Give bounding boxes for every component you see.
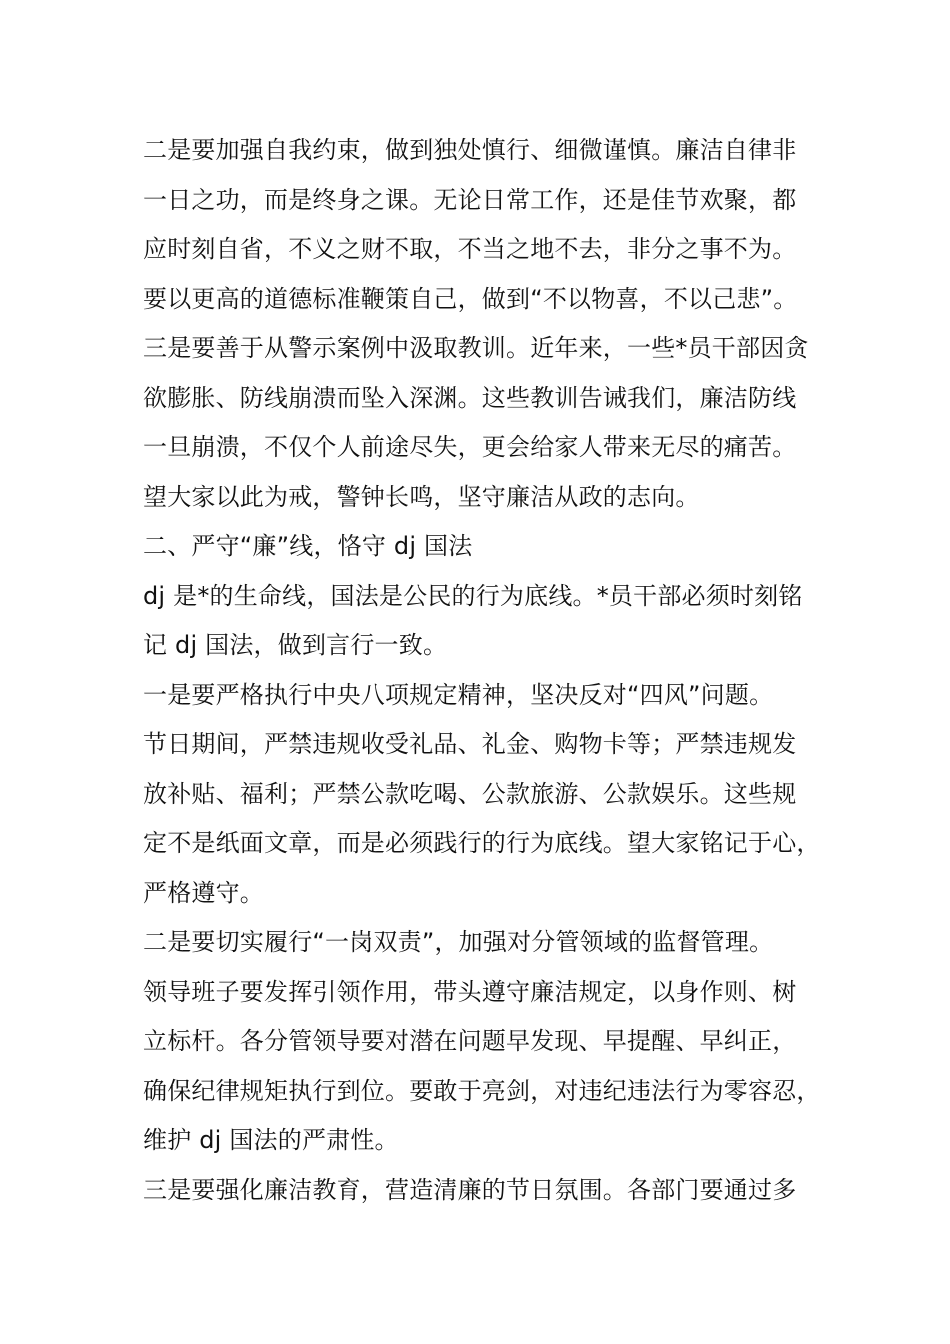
text-line: dj 是*的生命线，国法是公民的行为底线。*员干部必须时刻铭 — [143, 581, 803, 610]
text-line: 欲膨胀、防线崩溃而坠入深渊。这些教训告诫我们，廉洁防线 — [143, 383, 797, 412]
text-line: 严格遵守。 — [143, 878, 264, 907]
text-line: 确保纪律规矩执行到位。要敢于亮剑，对违纪违法行为零容忍， — [143, 1076, 821, 1105]
text-line: 记 dj 国法，做到言行一致。 — [143, 631, 448, 659]
text-line: 定不是纸面文章，而是必须践行的行为底线。望大家铭记于心， — [143, 829, 821, 857]
text-line: 三是要强化廉洁教育，营造清廉的节日氛围。各部门要通过多 — [143, 1175, 797, 1204]
text-line: 一旦崩溃，不仅个人前途尽失，更会给家人带来无尽的痛苦。 — [143, 433, 797, 461]
section-heading: 二、严守“廉”线，恪守 dj 国法 — [143, 532, 473, 560]
text-line: 二是要切实履行“一岗双责”，加强对分管领域的监督管理。 — [143, 928, 774, 956]
text-line: 二是要加强自我约束，做到独处慎行、细微谨慎。廉洁自律非 — [143, 136, 797, 164]
text-line: 放补贴、福利；严禁公款吃喝、公款旅游、公款娱乐。这些规 — [143, 779, 797, 808]
text-line: 节日期间，严禁违规收受礼品、礼金、购物卡等；严禁违规发 — [143, 730, 797, 758]
text-line: 一是要严格执行中央八项规定精神，坚决反对“四风”问题。 — [143, 680, 774, 709]
text-line: 望大家以此为戒，警钟长鸣，坚守廉洁从政的志向。 — [143, 482, 700, 511]
text-line: 三是要善于从警示案例中汲取教训。近年来，一些*员干部因贪 — [143, 334, 809, 362]
text-line: 应时刻自省，不义之财不取，不当之地不去，非分之事不为。 — [143, 235, 797, 263]
document-body — [143, 126, 823, 1215]
text-line: 要以更高的道德标准鞭策自己，做到“不以物喜，不以己悲”。 — [143, 284, 798, 313]
text-line: 领导班子要发挥引领作用，带头遵守廉洁规定，以身作则、树 — [143, 977, 797, 1006]
text-line: 一日之功，而是终身之课。无论日常工作，还是佳节欢聚，都 — [143, 185, 797, 214]
text-line: 立标杆。各分管领导要对潜在问题早发现、早提醒、早纠正， — [143, 1027, 797, 1055]
text-line: 维护 dj 国法的严肃性。 — [143, 1126, 399, 1154]
